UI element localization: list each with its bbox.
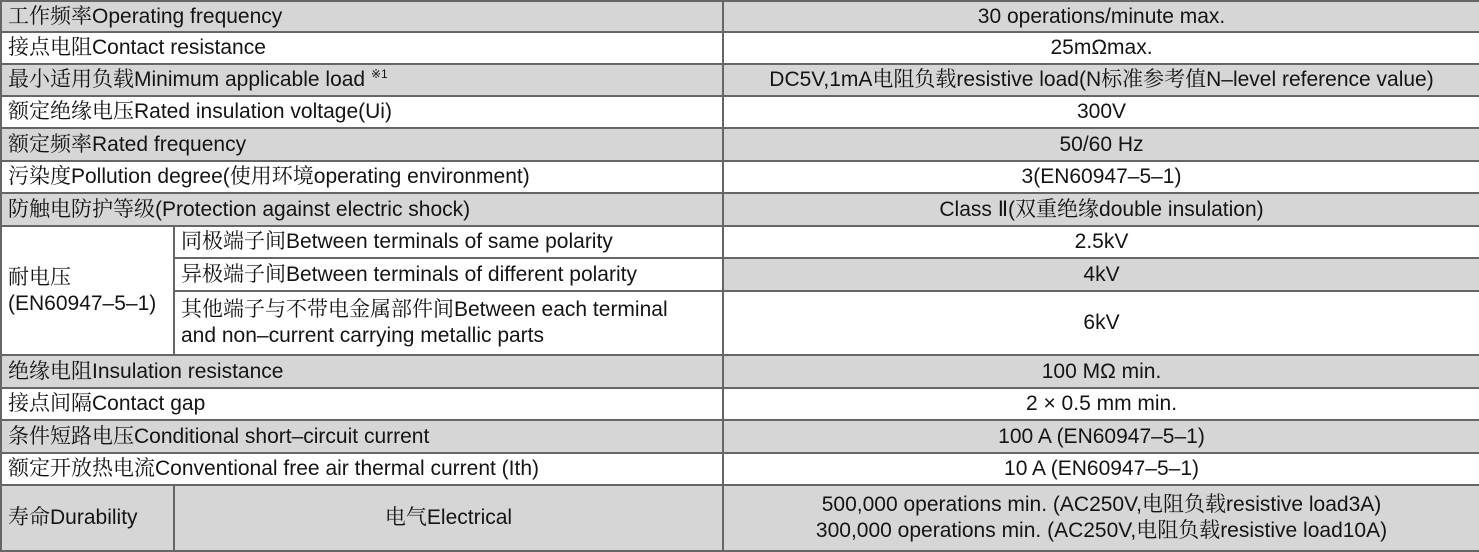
spec-label: 条件短路电压Conditional short–circuit current bbox=[1, 420, 723, 453]
spec-label: 最小适用负载Minimum applicable load bbox=[8, 68, 366, 91]
spec-row-rated-frequency bbox=[1, 128, 1479, 161]
spec-label: 防触电防护等级(Protection against electric shock) bbox=[1, 193, 723, 226]
spec-value: 2.5kV bbox=[723, 226, 1479, 258]
spec-row-insulation-resistance bbox=[1, 355, 1479, 388]
spec-row-withstand-terminal-metal bbox=[1, 291, 1479, 355]
spec-value bbox=[723, 485, 1479, 551]
spec-row-operating-frequency bbox=[1, 1, 1479, 32]
withstand-voltage-group-label bbox=[1, 226, 174, 355]
footnote-marker: ※1 bbox=[370, 67, 388, 81]
spec-label: 接点电阻Contact resistance bbox=[1, 32, 723, 64]
spec-row-minimum-load bbox=[1, 64, 1479, 96]
spec-row-contact-resistance bbox=[1, 32, 1479, 64]
spec-value: 300V bbox=[723, 96, 1479, 128]
spec-value: 30 operations/minute max. bbox=[723, 1, 1479, 32]
spec-row-conditional-short-circuit bbox=[1, 420, 1479, 453]
value-line: 300,000 operations min. (AC250V,电阻负载resistive load10A) bbox=[815, 519, 1388, 542]
spec-label: 额定开放热电流Conventional free air thermal current (Ith) bbox=[1, 453, 723, 485]
spec-value: 4kV bbox=[723, 258, 1479, 291]
sub-label-line: and non–current carrying metallic parts bbox=[181, 324, 545, 347]
spec-value: 100 MΩ min. bbox=[723, 355, 1479, 388]
spec-value: 25mΩmax. bbox=[723, 32, 1479, 64]
spec-sub-label: 异极端子间Between terminals of different polarity bbox=[174, 258, 723, 291]
spec-label: 绝缘电阻Insulation resistance bbox=[1, 355, 723, 388]
spec-value: 10 A (EN60947–5–1) bbox=[723, 453, 1479, 485]
spec-value: Class Ⅱ(双重绝缘double insulation) bbox=[723, 193, 1479, 226]
spec-row-withstand-same-polarity bbox=[1, 226, 1479, 258]
group-label-line: (EN60947–5–1) bbox=[8, 291, 157, 315]
spec-row-durability bbox=[1, 485, 1479, 551]
spec-sub-label: 同极端子间Between terminals of same polarity bbox=[174, 226, 723, 258]
spec-value: 50/60 Hz bbox=[723, 128, 1479, 161]
spec-row-withstand-different-polarity bbox=[1, 258, 1479, 291]
spec-label: 寿命Durability bbox=[1, 485, 174, 551]
spec-label-cell bbox=[1, 64, 723, 96]
spec-value: 3(EN60947–5–1) bbox=[723, 161, 1479, 193]
spec-value: 6kV bbox=[723, 291, 1479, 355]
spec-row-electric-shock-protection bbox=[1, 193, 1479, 226]
spec-value: 2 × 0.5 mm min. bbox=[723, 388, 1479, 420]
spec-label: 工作频率Operating frequency bbox=[1, 1, 723, 32]
spec-sub-label bbox=[174, 291, 723, 355]
spec-row-thermal-current bbox=[1, 453, 1479, 485]
spec-value: 100 A (EN60947–5–1) bbox=[723, 420, 1479, 453]
spec-label: 额定绝缘电压Rated insulation voltage(Ui) bbox=[1, 96, 723, 128]
spec-label: 额定频率Rated frequency bbox=[1, 128, 723, 161]
value-line: 500,000 operations min. (AC250V,电阻负载resistive load3A) bbox=[821, 493, 1382, 516]
spec-label: 污染度Pollution degree(使用环境operating environment) bbox=[1, 161, 723, 193]
spec-row-pollution-degree bbox=[1, 161, 1479, 193]
spec-row-rated-insulation-voltage bbox=[1, 96, 1479, 128]
spec-value: DC5V,1mA电阻负载resistive load(N标准参考值N–level reference value) bbox=[723, 64, 1479, 96]
spec-row-contact-gap bbox=[1, 388, 1479, 420]
spec-sub-label: 电气Electrical bbox=[174, 485, 723, 551]
spec-label: 接点间隔Contact gap bbox=[1, 388, 723, 420]
group-label-line: 耐电压 bbox=[8, 265, 71, 289]
sub-label-line: 其他端子与不带电金属部件间Between each terminal bbox=[181, 298, 668, 321]
